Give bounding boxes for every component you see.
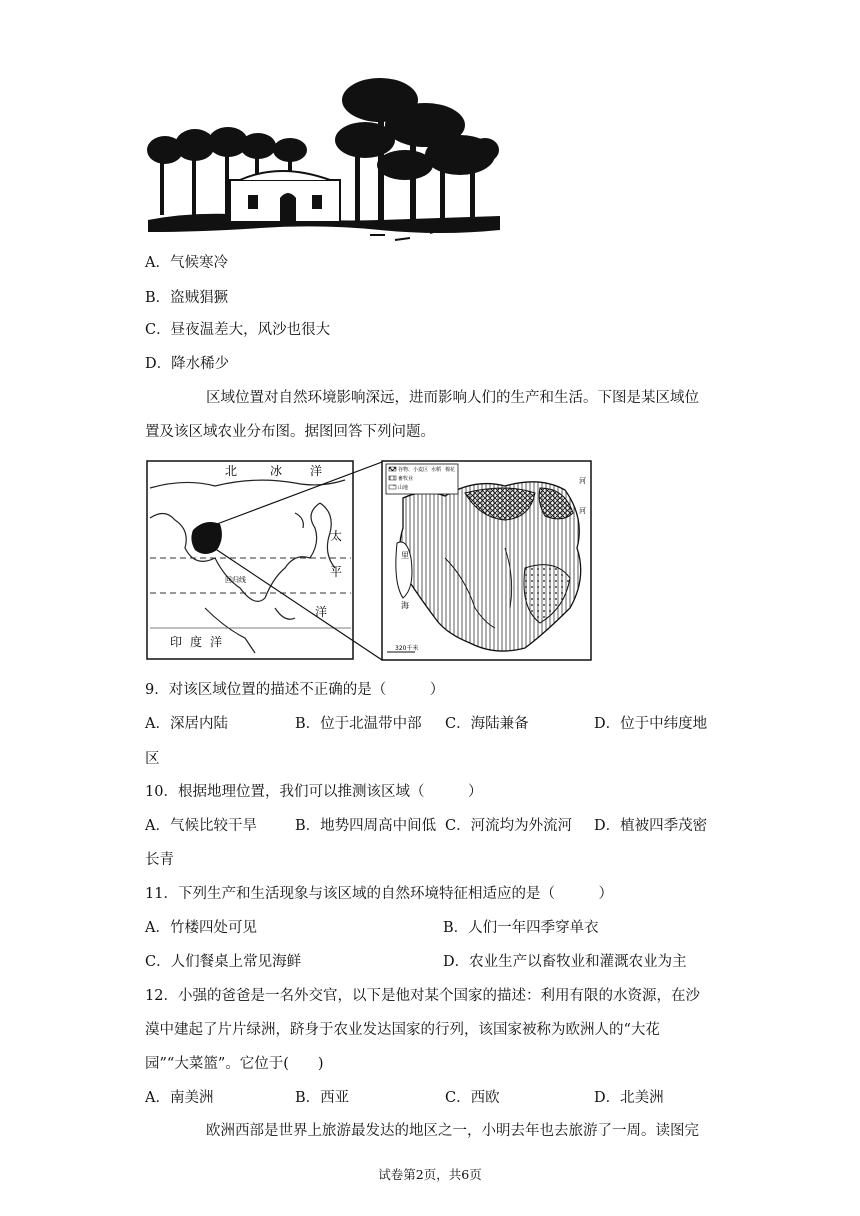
q9-option-d-wrap: 区 [145, 751, 160, 767]
region-label-river2: 河 [579, 507, 586, 515]
q12-stem-line2: 漠中建起了片片绿洲，跻身于农业发达国家的行列，该国家被称为欧洲人的“大花 [145, 1022, 660, 1038]
q9-option-d: D．位于中纬度地 [594, 716, 708, 732]
next-section-intro: 欧洲西部是世界上旅游最发达的地区之一，小明去年也去旅游了一周。读图完 [206, 1123, 699, 1139]
q9-option-c: C．海陆兼备 [445, 716, 529, 732]
intro-paragraph-line2: 置及该区域农业分布图。据图回答下列问题。 [145, 424, 435, 440]
q11-option-c: C．人们餐桌上常见海鲜 [145, 954, 302, 970]
map-label-yin: 印 [170, 635, 183, 649]
q11-option-d: D．农业生产以畜牧业和灌溉农业为主 [443, 954, 687, 970]
map-scale: 320千米 [395, 645, 419, 652]
q11-option-a: A．竹楼四处可见 [145, 920, 257, 936]
q12-option-b: B．西亚 [295, 1090, 350, 1106]
q11-stem: 11．下列生产和生活现象与该区域的自然环境特征相适应的是（ ） [145, 886, 613, 902]
q10-option-c: C．河流均为外流河 [445, 818, 573, 834]
legend-rice: 水稻 [431, 467, 442, 473]
q10-option-a: A．气候比较干旱 [145, 818, 257, 834]
map-label-yang2: 洋 [315, 605, 328, 619]
map-label-tai: 太 [330, 529, 343, 543]
q12-option-a: A．南美洲 [145, 1090, 214, 1106]
q9-option-b: B．位于北温带中部 [295, 716, 422, 732]
q8-option-a: A．气候寒冷 [145, 255, 228, 271]
q12-stem-line1: 12．小强的爸爸是一名外交官，以下是他对某个国家的描述：利用有限的水资源，在沙 [145, 988, 700, 1004]
q11-option-b: B．人们一年四季穿单衣 [443, 920, 599, 936]
q8-option-c: C．昼夜温差大，风沙也很大 [145, 322, 331, 338]
q10-option-d-wrap: 长青 [145, 852, 174, 868]
legend-pastoral: 畜牧业 [398, 476, 414, 482]
q9-option-a: A．深居内陆 [145, 716, 228, 732]
q8-option-d: D．降水稀少 [145, 356, 230, 372]
q12-option-d: D．北美洲 [594, 1090, 664, 1106]
map-label-yang3: 洋 [210, 635, 223, 649]
region-label-hai: 海 [401, 601, 409, 610]
region-map-figure [145, 458, 595, 664]
oasis-illustration [140, 70, 505, 245]
q12-stem-line3: 园”“大菜篮”。它位于( ) [145, 1056, 324, 1072]
map-label-tropic: 回归线 [225, 576, 246, 584]
region-label-river1: 河 [579, 477, 586, 485]
q12-option-c: C．西欧 [445, 1090, 500, 1106]
page-footer: 试卷第2页，共6页 [378, 1167, 482, 1182]
q8-option-b: B．盗贼猖獗 [145, 290, 229, 306]
intro-paragraph-line1: 区域位置对自然环境影响深远，进而影响人们的生产和生活。下图是某区域位 [206, 390, 699, 406]
map-label-yang1: 洋 [310, 464, 323, 478]
q10-option-b: B．地势四周高中间低 [295, 818, 437, 834]
map-label-du: 度 [190, 635, 203, 649]
legend-cotton: 棉花 [445, 467, 456, 473]
legend-mountain: 山地 [398, 485, 409, 491]
map-label-bei: 北 [225, 464, 238, 478]
region-label-li: 里 [401, 551, 409, 560]
map-label-bing: 冰 [270, 464, 283, 478]
q9-stem: 9．对该区域位置的描述不正确的是（ ） [145, 682, 445, 698]
map-label-ping: 平 [330, 565, 343, 579]
legend-grain: 谷物、小麦区 [398, 467, 429, 473]
q10-stem: 10．根据地理位置，我们可以推测该区域（ ） [145, 784, 483, 800]
q10-option-d: D．植被四季茂密 [594, 818, 708, 834]
